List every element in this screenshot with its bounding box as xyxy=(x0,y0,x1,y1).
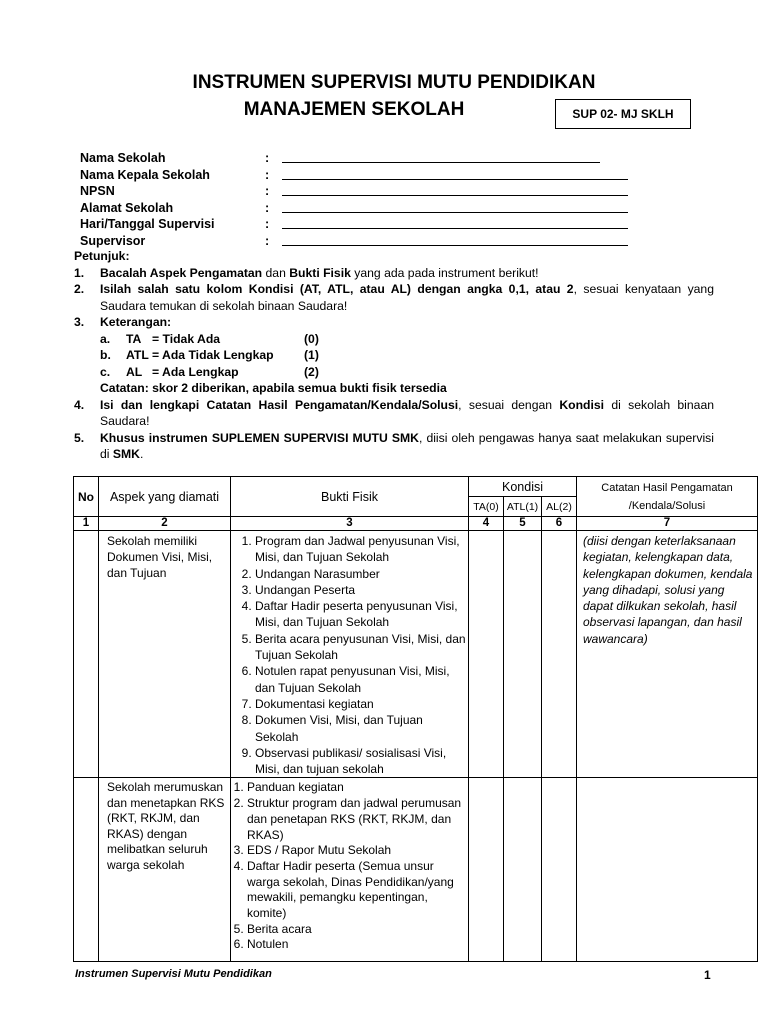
bukti-item: 7. Dokumentasi kegiatan xyxy=(255,696,468,712)
instruction-number: 3. xyxy=(74,315,85,329)
legend-spacer xyxy=(74,380,100,397)
text-part: di sekolah binaan Saudara! xyxy=(100,397,714,428)
instruction-number: 2. xyxy=(74,282,85,296)
bukti-item: 2. Struktur program dan jadwal perumusan dan penetapan RKS (RKT, RKJM, dan RKAS) xyxy=(247,796,468,843)
header-label: Bukti Fisik xyxy=(321,489,378,504)
text-part: dengan angka xyxy=(411,282,509,296)
bukti-item: 5. Berita acara xyxy=(247,922,468,938)
instruction-text: Keterangan: xyxy=(100,315,172,329)
bukti-item: 1. Panduan kegiatan xyxy=(247,780,468,796)
legend-desc: = Ada Lengkap xyxy=(152,364,239,379)
legend-abbr: TA xyxy=(126,331,142,346)
field-label: Nama Kepala Sekolah xyxy=(80,167,210,182)
field-label: Nama Sekolah xyxy=(80,151,166,166)
instruction-text xyxy=(100,430,714,463)
bukti-item: 4. Daftar Hadir peserta (Semua unsur warga sekolah, Dinas Pendidikan/yang mewakili, pemangku kepentingan, komite) xyxy=(247,859,468,922)
table-row xyxy=(74,778,758,962)
bukti-item: 4. Daftar Hadir peserta penyusunan Visi, Misi, dan Tujuan Sekolah xyxy=(255,598,468,631)
legend-spacer xyxy=(74,331,100,348)
row-no-cell xyxy=(74,531,99,778)
bukti-list xyxy=(231,778,468,953)
bukti-item: 9. Observasi publikasi/ sosialisasi Visi, Misi, dan tujuan sekolah xyxy=(255,745,468,778)
text-part: SUPLEMEN SUPERVISI MUTU SMK xyxy=(211,430,419,445)
instruction-text xyxy=(100,397,714,430)
column-number: 5 xyxy=(504,517,542,531)
text-part: , sesuai kenyataan yang Saudara temukan di sekolah binaan Saudara! xyxy=(100,282,714,313)
catatan-cell[interactable] xyxy=(577,778,758,962)
document-code-box xyxy=(555,99,691,129)
bukti-item: 6. Notulen xyxy=(247,937,468,953)
instruction-number: 4. xyxy=(74,397,85,412)
column-number: 2 xyxy=(99,517,231,531)
header-label: ATL(1) xyxy=(506,500,539,513)
header-catatan xyxy=(577,477,758,517)
kondisi-al-cell[interactable] xyxy=(542,531,577,778)
legend-note: Catatan: skor 2 diberikan, apabila semua bukti fisik tersedia xyxy=(100,381,447,395)
kondisi-atl-cell[interactable] xyxy=(504,531,542,778)
field-colon: : xyxy=(265,200,270,215)
instruction-text xyxy=(100,265,714,282)
legend-desc: = Ada Tidak Lengkap xyxy=(152,348,274,362)
legend-abbr: ATL xyxy=(126,348,149,362)
bukti-item: 6. Notulen rapat penyusunan Visi, Misi, dan Tujuan Sekolah xyxy=(255,663,468,696)
document-title-line1: INSTRUMEN SUPERVISI MUTU PENDIDIKAN xyxy=(192,72,596,93)
legend-value: (1) xyxy=(304,348,319,362)
column-number: 6 xyxy=(542,517,577,531)
header-label: Kondisi xyxy=(502,479,543,494)
field-colon: : xyxy=(265,217,270,232)
column-number: 1 xyxy=(74,517,99,531)
header-atl xyxy=(504,497,542,517)
field-nama-kepala-sekolah xyxy=(80,167,628,184)
field-hari-tanggal xyxy=(80,216,628,233)
catatan-cell[interactable]: (diisi dengan keterlaksanaan kegiatan, kelengkapan data, kelengkapan dokumen, kendala yang dihadapi, solusi yang dapat dilkukan sekolah, hasil observasi lapangan, dan hasil wawancara) xyxy=(577,531,758,778)
header-label: AL(2) xyxy=(546,500,572,513)
field-blank-line[interactable] xyxy=(282,236,628,246)
bukti-item: 2. Undangan Narasumber xyxy=(255,566,468,582)
field-blank-line[interactable] xyxy=(282,186,628,196)
kondisi-ta-cell[interactable] xyxy=(469,531,504,778)
bukti-item: 1. Program dan Jadwal penyusunan Visi, Misi, dan Tujuan Sekolah xyxy=(255,533,468,566)
legend-row xyxy=(74,347,714,364)
legend-value: (2) xyxy=(304,364,319,379)
field-colon: : xyxy=(265,167,270,182)
bukti-item: 3. Undangan Peserta xyxy=(255,582,468,598)
bukti-cell xyxy=(231,531,469,778)
field-colon: : xyxy=(265,151,270,166)
legend-letter: b. xyxy=(100,348,111,362)
header-label: No xyxy=(78,489,94,504)
aspek-cell: Sekolah merumuskan dan menetapkan RKS (RKT, RKJM, dan RKAS) dengan melibatkan seluruh warga sekolah xyxy=(99,778,231,962)
field-nama-sekolah xyxy=(80,150,628,167)
text-part: Kondisi xyxy=(559,397,605,412)
header-label: Aspek yang diamati xyxy=(109,489,220,504)
field-blank-line[interactable] xyxy=(282,153,600,163)
bukti-item: 5. Berita acara penyusunan Visi, Misi, dan Tujuan Sekolah xyxy=(255,631,468,664)
footer-document-name: Instrumen Supervisi Mutu Pendidikan xyxy=(75,968,272,980)
text-part: Isi dan lengkapi xyxy=(100,397,207,412)
field-label: Alamat Sekolah xyxy=(80,200,174,215)
legend-note-row xyxy=(74,380,714,397)
row-no-cell xyxy=(74,778,99,962)
legend-value: (0) xyxy=(304,331,319,346)
instruction-item xyxy=(74,430,714,463)
text-part: . xyxy=(139,447,144,461)
header-label: TA(0) xyxy=(473,500,499,513)
column-number: 4 xyxy=(469,517,504,531)
column-number: 7 xyxy=(577,517,758,531)
legend-desc: = Tidak Ada xyxy=(152,331,221,346)
instruction-item xyxy=(74,397,714,430)
field-colon: : xyxy=(265,184,270,199)
aspek-cell: Sekolah memiliki Dokumen Visi, Misi, dan Tujuan xyxy=(99,531,231,778)
header-label: Catatan Hasil Pengamatan /Kendala/Solusi xyxy=(601,481,733,512)
field-label: NPSN xyxy=(80,184,115,199)
legend-row xyxy=(74,331,714,348)
field-npsn xyxy=(80,183,628,200)
text-part: dan xyxy=(262,265,290,280)
text-part: Isilah salah satu kolom xyxy=(100,282,249,296)
text-part: Bacalah xyxy=(100,265,150,280)
instruction-item xyxy=(74,281,714,314)
field-label: Hari/Tanggal Supervisi xyxy=(80,217,215,232)
header-aspek xyxy=(99,477,231,517)
text-part: Khusus instrumen xyxy=(100,430,212,445)
text-part: 0,1, atau 2 xyxy=(508,282,574,296)
header-ta xyxy=(469,497,504,517)
table-header-row xyxy=(74,477,758,497)
kondisi-al-cell[interactable] xyxy=(542,778,577,962)
header-kondisi xyxy=(469,477,577,497)
field-supervisor xyxy=(80,233,628,250)
header-bukti xyxy=(231,477,469,517)
instruction-text xyxy=(100,281,714,314)
header-al xyxy=(542,497,577,517)
text-part: , diisi oleh pengawas hanya saat melakukan supervisi di xyxy=(100,430,714,461)
table-row xyxy=(74,531,758,778)
field-blank-line[interactable] xyxy=(282,170,628,180)
document-code: SUP 02- MJ SKLH xyxy=(572,107,674,121)
text-part: Bukti Fisik xyxy=(289,265,351,280)
column-number: 3 xyxy=(231,517,469,531)
text-part: Catatan Hasil Pengamatan/Kendala/Solusi xyxy=(206,397,459,412)
identity-fields xyxy=(80,150,628,249)
text-part: , sesuai dengan xyxy=(458,397,560,412)
legend-abbr: AL xyxy=(126,364,143,379)
instruction-number: 5. xyxy=(74,430,85,445)
legend-spacer xyxy=(74,364,100,381)
legend-letter: c. xyxy=(100,364,111,379)
kondisi-atl-cell[interactable] xyxy=(504,778,542,962)
text-part: SMK xyxy=(112,447,140,461)
field-alamat-sekolah xyxy=(80,200,628,217)
legend-row xyxy=(74,364,714,381)
header-no xyxy=(74,477,99,517)
instruction-item xyxy=(74,265,714,282)
instructions-heading: Petunjuk: xyxy=(74,249,130,263)
bukti-list xyxy=(231,531,468,777)
column-number-row xyxy=(74,517,758,531)
kondisi-ta-cell[interactable] xyxy=(469,778,504,962)
field-blank-line[interactable] xyxy=(282,219,628,229)
field-blank-line[interactable] xyxy=(282,203,628,213)
text-part: yang ada pada instrument berikut! xyxy=(350,265,539,280)
supervision-table xyxy=(73,476,758,962)
instruction-item xyxy=(74,314,714,331)
legend-spacer xyxy=(74,347,100,364)
legend-letter: a. xyxy=(100,331,111,346)
footer-page-number: 1 xyxy=(704,968,711,982)
bukti-item: 3. EDS / Rapor Mutu Sekolah xyxy=(247,843,468,859)
bukti-cell xyxy=(231,778,469,962)
field-colon: : xyxy=(265,233,270,248)
bukti-item: 8. Dokumen Visi, Misi, dan Tujuan Sekolah xyxy=(255,712,468,745)
instruction-number: 1. xyxy=(74,265,85,280)
instructions xyxy=(74,248,714,463)
text-part: Aspek Pengamatan xyxy=(149,265,263,280)
field-label: Supervisor xyxy=(80,233,146,248)
document-title-line2: MANAJEMEN SEKOLAH xyxy=(243,99,465,120)
text-part: Kondisi (AT, ATL, atau AL) xyxy=(248,282,411,296)
